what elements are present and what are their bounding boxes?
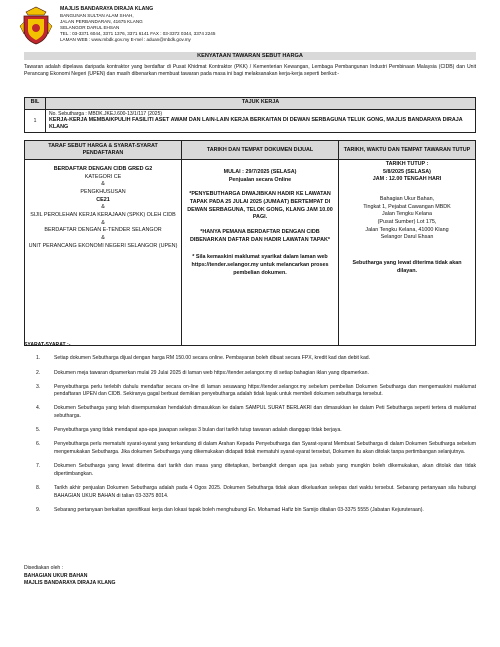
address-line: BANGUNAN SULTAN ALAM SHAH,	[60, 12, 134, 18]
list-item	[24, 370, 476, 378]
ampersand: &	[101, 235, 105, 242]
item-number: 7.	[36, 463, 41, 470]
update-company-notice: * Sila kemaskini maklumat syarikat dalam laman web https://tender.selangor.my untuk melancarkan proses pembelian dokumen.	[191, 254, 329, 276]
closing-details	[339, 160, 476, 346]
conditions-section	[24, 342, 476, 521]
closing-time: JAM : 12.00 TENGAH HARI	[372, 176, 442, 183]
item-number: 3.	[36, 383, 41, 390]
web-email: LAMAN WEB : www.mbdk.gov.my E-mel : aduan@mbdk.gov.my	[60, 37, 191, 43]
col-tutup-header: TARIKH, WAKTU DAN TEMPAT TAWARAN TUTUP	[339, 141, 476, 160]
col-tajuk-header: TAJUK KERJA	[46, 98, 476, 110]
detail-table	[24, 140, 476, 346]
notice-banner: KENYATAAN TAWARAN SEBUT HARGA	[24, 52, 476, 60]
closing-date: 5/8/2025 (SELASA)	[383, 168, 431, 175]
item-text: Penyebutharga yang tidak mendapat apa-apa jawapan selepas 3 bulan dari tarikh tutup tawaran adalah dianggap tidak berjaya.	[54, 427, 342, 434]
item-text: Dokumen Sebutharga yang lewat diterima dari tarikh dan masa yang ditetapkan, berbangkit dengan apa jua sebab yang mungkin boleh dikemukakan, akan ditolak dan tidak dipertimbangkan.	[54, 463, 476, 477]
kategori: KATEGORI CE	[84, 173, 122, 180]
organization-header	[60, 6, 360, 43]
list-item	[24, 507, 476, 515]
item-number: 4.	[36, 405, 41, 412]
sale-mode: Penjualan secara Online	[228, 176, 292, 183]
ampersand: &	[101, 219, 105, 226]
list-item	[24, 384, 476, 399]
item-text: Dokumen Sebutharga yang telah disempurnakan hendaklah dimasukkan ke dalam SAMPUL SURAT BERLAKRI dan dimasukkan ke dalam Peti Sebutharga seperti tertera di maklumat sebutharga.	[54, 405, 476, 420]
table-row	[25, 160, 476, 346]
list-item	[24, 405, 476, 420]
sale-start: MULAI : 29/7/2025 (SELASA)	[223, 169, 297, 175]
mbdk-crest-logo	[18, 6, 54, 46]
row-number: 1	[25, 110, 46, 133]
address-line: SELANGOR DARUL EHSAN	[60, 25, 120, 31]
intro-paragraph: Tawaran adalah dipelawa daripada kontraktor yang berdaftar di Pusat Khidmat Kontraktor (PKK) / Kementerian Kewangan, Lembaga Pembangunan Industri Pembinaan Malaysia (CIDB) dan Unit Perancang Ekonomi Negeri (UPEN) dan masih dibenarkan membuat tawaran pada masa ini bagi melaksanakan kerja-kerja seperti berikut:-	[24, 64, 476, 78]
item-text: Penyebutharga perlu mematuhi syarat-syarat yang terkandung di dalam Arahan Kepada Penyebutharga dan Syarat-syarat Membuat Sebutharga di dalam Dokumen Sebutharga sebelum mengemukakan Sebutharga. Jika dokumen Sebutharga yang dikemukakan didapati tidak mematuhi syarat-syarat tersebut, Dokumen itu akan ditolak tanpa pertimbangan selanjutnya.	[54, 441, 476, 455]
spkk: SIJIL PEROLEHAN KERJA KERAJAAN (SPKK) OLEH CIDB	[30, 212, 176, 219]
conditions-heading: SYARAT-SYARAT :-	[24, 342, 71, 348]
item-text: Dokumen meja tawaran dipamerkan mulai 29 Julai 2025 di laman web https://tender.selangor.my di setiap bahagian iklan yang dipamerkan.	[54, 369, 369, 376]
col-dijual-header: TARIKH DAN TEMPAT DOKUMEN DIJUAL	[182, 141, 339, 160]
site-visit-notice: *PENYEBUTHARGA DIWAJIBKAN HADIR KE LAWATAN TAPAK PADA 25 JULAI 2025 (JUMAAT) BERTEMPAT DI DEWAN SERBAGUNA, TELOK GONG, KLANG JAM 10.00 PAGI.	[187, 191, 333, 221]
list-item	[24, 355, 476, 363]
list-item	[24, 485, 476, 500]
item-text: Tarikh akhir penjualan Dokumen Sebutharga adalah pada 4 Ogos 2025. Dokumen Sebutharga tidak akan dikeluarkan selepas dari waktu tersebut. Sebarang pertanyaan sila hubungi BAHAGIAN UKUR BAHAN di talian 03-3375 8014.	[54, 484, 476, 499]
prepared-by-label: Disediakan oleh :	[24, 565, 64, 571]
item-number: 8.	[36, 484, 41, 491]
cidb-grade: BERDAFTAR DENGAN CIDB GRED G2	[53, 166, 153, 172]
org-name: MAJLIS BANDARAYA DIRAJA KLANG	[60, 6, 154, 12]
reference-number: No. Sebutharga : MBDK.JKEJ.600-13/1/117 (2025)	[49, 111, 163, 117]
specialization-code: CE21	[96, 196, 110, 203]
registration-requirements	[25, 160, 182, 346]
signoff-block	[24, 565, 324, 588]
item-number: 5.	[36, 427, 41, 434]
ampersand: &	[101, 181, 105, 188]
address-line: Tingkat 1, Pejabat Cawangan MBDK	[363, 203, 451, 210]
work-title-table	[24, 97, 476, 133]
closing-label: TARIKH TUTUP :	[385, 161, 429, 167]
late-submission-note: Sebutharga yang lewat diterima tidak akan dilayan.	[352, 260, 462, 274]
address-line: Jalan Tengku Kelana, 41000 Klang	[365, 226, 449, 233]
address-line: (Pusat Sumber) Lot 175,	[377, 219, 437, 226]
col-taraf-header: TARAF SEBUT HARGA & SYARAT-SYARAT PENDAFTARAN	[25, 141, 182, 160]
list-item	[24, 441, 476, 456]
council-name: MAJLIS BANDARAYA DIRAJA KLANG	[24, 580, 116, 587]
department-name: BAHAGIAN UKUR BAHAN	[24, 572, 88, 579]
upen: UNIT PERANCANG EKONOMI NEGERI SELANGOR (UPEN)	[28, 242, 178, 249]
ampersand: &	[101, 204, 105, 211]
address-line: Bahagian Ukur Bahan,	[379, 196, 435, 203]
sale-details	[182, 160, 339, 346]
list-item	[24, 427, 476, 435]
cidb-only-notice: *HANYA PEMANA BERDAFTAR DENGAN CIDB DIBENARKAN DAFTAR DAN HADIR LAWATAN TAPAK*	[190, 229, 330, 243]
item-number: 6.	[36, 441, 41, 448]
address-line: JALAN PERBANDARAN, 41675 KLANG	[60, 19, 143, 25]
table-row	[25, 110, 476, 133]
list-item	[24, 463, 476, 478]
address-line: Selangor Darul Ehsan	[380, 234, 434, 241]
pengkhususan: PENGKHUSUSAN	[80, 189, 126, 196]
item-number: 1.	[36, 355, 41, 362]
item-number: 2.	[36, 369, 41, 376]
tel-fax: TEL : 03-3371 6044, 3371 1376, 3371 6141 FAX : 03-3372 0344, 3374 2245	[60, 31, 216, 37]
col-bil-header: BIL	[25, 98, 46, 110]
item-text: Penyebutharga perlu terlebih dahulu mendaftar secara on-line di laman sesawang https://tender.selangor.my sebelum pembelian Dokumen Sebutharga dan mengemaskini maklumat pendaftaran UPEN dan CIDB. Sekiranya gagal berbuat demikian penyebutharga adalah tidak layak untuk membeli dokumen sebutharga tersebut.	[54, 383, 476, 398]
item-number: 9.	[36, 506, 41, 513]
work-title: KERJA-KERJA MEMBAIKPULIH FASILITI ASET AWAM DAN LAIN-LAIN KERJA BERKAITAN DI DEWAN SERBAGUNA TELUK GONG, MAJLIS BANDARAYA DIRAJA KLANG	[49, 117, 463, 130]
etender: BERDAFTAR DENGAN E-TENDER SELANGOR	[44, 227, 162, 234]
item-text: Setiap dokumen Sebutharga dijual dengan harga RM 150.00 secara online. Pembayaran boleh dibuat secara FPX, kredit kad dan debit kad.	[54, 355, 371, 362]
item-text: Sebarang pertanyaan berkaitan spesifikasi kerja dan lokasi tapak boleh menghubungi En. Mohamad Hafiz bin Samijo ditalian 03-3375 5555 (Jabatan Kejuruteraan).	[54, 506, 424, 513]
address-line: Jalan Tengku Kelana	[382, 211, 432, 218]
